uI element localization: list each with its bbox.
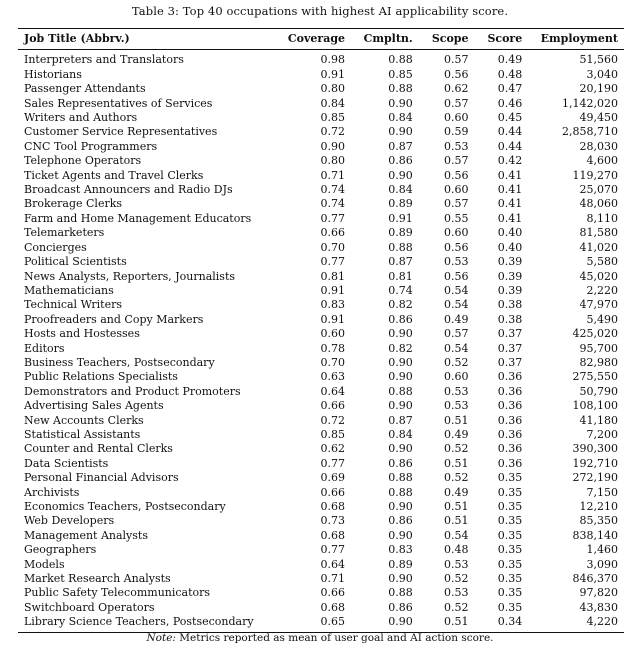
table-row [18, 140, 624, 154]
cell-score: 0.35 [497, 528, 523, 542]
cell-completion: 0.90 [388, 500, 413, 513]
cell-employment: 25,070 [579, 183, 618, 197]
cell-coverage: 0.71 [320, 168, 346, 182]
table-row [18, 298, 624, 312]
cell-employment: 51,560 [579, 53, 618, 67]
table-row [18, 486, 624, 500]
cell-score: 0.40 [497, 240, 523, 254]
cell-completion: 0.82 [388, 298, 413, 312]
cell-coverage: 0.62 [320, 442, 346, 456]
table-row [18, 169, 624, 183]
cell-employment: 390,300 [572, 442, 618, 456]
cell-score: 0.40 [497, 226, 523, 240]
cell-job-title: Economics Teachers, Postsecondary [24, 500, 226, 513]
cell-coverage: 0.72 [320, 413, 346, 427]
cell-coverage: 0.70 [320, 240, 346, 254]
cell-completion: 0.90 [388, 572, 413, 586]
cell-completion: 0.90 [388, 399, 413, 413]
cell-coverage: 0.64 [320, 384, 346, 398]
table-row [18, 572, 624, 586]
table-row [18, 428, 624, 442]
header-job-title: Job Title (Abbrv.) [24, 32, 130, 45]
cell-job-title: Market Research Analysts [24, 572, 171, 586]
table-row [18, 514, 624, 528]
cell-scope: 0.52 [443, 600, 469, 614]
cell-completion: 0.86 [388, 154, 413, 168]
cell-coverage: 0.66 [320, 226, 346, 240]
cell-scope: 0.49 [443, 427, 469, 441]
cell-scope: 0.57 [443, 197, 469, 211]
table-row [18, 97, 624, 111]
cell-completion: 0.90 [388, 370, 413, 384]
cell-employment: 8,110 [586, 211, 618, 225]
cell-job-title: Telephone Operators [24, 154, 142, 168]
cell-employment: 3,040 [586, 67, 618, 81]
cell-score: 0.41 [497, 183, 523, 197]
cell-score: 0.48 [497, 67, 523, 81]
cell-scope: 0.52 [443, 442, 469, 456]
cell-scope: 0.56 [443, 240, 469, 254]
note-text: Metrics reported as mean of user goal and AI action score. [175, 632, 494, 644]
cell-scope: 0.53 [443, 139, 469, 153]
cell-score: 0.38 [497, 298, 523, 312]
table-row [18, 356, 624, 370]
cell-score: 0.36 [497, 399, 523, 413]
cell-coverage: 0.66 [320, 399, 346, 413]
cell-coverage: 0.64 [320, 557, 346, 571]
cell-completion: 0.86 [388, 600, 413, 614]
cell-score: 0.47 [497, 82, 523, 96]
cell-score: 0.36 [497, 442, 523, 456]
cell-coverage: 0.77 [320, 255, 346, 269]
cell-employment: 82,980 [579, 355, 618, 369]
cell-score: 0.36 [497, 384, 523, 398]
cell-job-title: New Accounts Clerks [24, 413, 144, 427]
cell-employment: 1,460 [586, 543, 618, 557]
cell-coverage: 0.90 [320, 139, 346, 153]
cell-employment: 97,820 [579, 586, 618, 600]
cell-employment: 2,220 [586, 283, 618, 297]
cell-job-title: Archivists [24, 485, 80, 499]
cell-employment: 81,580 [579, 226, 618, 240]
cell-coverage: 0.77 [320, 211, 346, 225]
table-row [18, 399, 624, 413]
cell-completion: 0.90 [388, 327, 413, 341]
table-row [18, 615, 624, 632]
header-completion: Cmpltn. [363, 32, 413, 45]
cell-job-title: Models [24, 557, 65, 571]
table-row [18, 154, 624, 168]
header-row [18, 29, 624, 50]
table-row [18, 241, 624, 255]
cell-scope: 0.52 [443, 471, 469, 485]
cell-score: 0.41 [497, 211, 523, 225]
cell-coverage: 0.73 [320, 514, 346, 528]
cell-coverage: 0.71 [320, 572, 346, 586]
cell-score: 0.45 [497, 111, 523, 125]
cell-score: 0.37 [497, 327, 523, 341]
cell-scope: 0.53 [443, 586, 469, 600]
cell-scope: 0.59 [443, 125, 469, 139]
cell-job-title: Brokerage Clerks [24, 197, 123, 211]
table-header [18, 29, 624, 50]
cell-scope: 0.56 [443, 269, 469, 283]
cell-completion: 0.86 [388, 514, 413, 528]
cell-employment: 50,790 [579, 384, 618, 398]
cell-score: 0.41 [497, 168, 523, 182]
cell-coverage: 0.74 [320, 197, 346, 211]
cell-job-title: Historians [24, 67, 82, 81]
cell-coverage: 0.66 [320, 586, 346, 600]
cell-job-title: Geographers [24, 543, 97, 557]
cell-completion: 0.83 [388, 543, 413, 557]
cell-job-title: Library Science Teachers, Postsecondary [24, 615, 254, 629]
header-employment: Employment [540, 32, 618, 45]
cell-employment: 43,830 [579, 600, 618, 614]
cell-scope: 0.53 [443, 557, 469, 571]
cell-completion: 0.81 [388, 269, 413, 283]
cell-score: 0.49 [497, 53, 523, 67]
cell-completion: 0.88 [388, 384, 413, 398]
table-row [18, 226, 624, 240]
cell-coverage: 0.70 [320, 355, 346, 369]
cell-scope: 0.51 [443, 413, 469, 427]
cell-scope: 0.57 [443, 96, 469, 110]
table-row [18, 500, 624, 514]
cell-scope: 0.57 [443, 154, 469, 168]
cell-score: 0.38 [497, 312, 523, 326]
cell-employment: 3,090 [586, 557, 618, 571]
cell-score: 0.35 [497, 572, 523, 586]
cell-job-title: Ticket Agents and Travel Clerks [24, 168, 204, 182]
cell-completion: 0.84 [388, 427, 413, 441]
cell-employment: 4,220 [586, 615, 618, 629]
cell-completion: 0.88 [388, 586, 413, 600]
cell-employment: 85,350 [579, 514, 618, 528]
cell-score: 0.42 [497, 154, 523, 168]
cell-employment: 4,600 [586, 154, 618, 168]
cell-job-title: Switchboard Operators [24, 600, 155, 614]
cell-employment: 48,060 [579, 197, 618, 211]
table-row [18, 414, 624, 428]
table-row [18, 385, 624, 399]
table-row [18, 183, 624, 197]
table-row [18, 270, 624, 284]
cell-completion: 0.82 [388, 341, 413, 355]
cell-scope: 0.57 [443, 327, 469, 341]
cell-scope: 0.53 [443, 399, 469, 413]
cell-completion: 0.85 [388, 67, 413, 81]
cell-score: 0.39 [497, 255, 523, 269]
cell-job-title: Broadcast Announcers and Radio DJs [24, 183, 233, 197]
header-score: Score [487, 32, 523, 45]
table-row [18, 50, 624, 68]
cell-completion: 0.84 [388, 183, 413, 197]
cell-completion: 0.87 [388, 413, 413, 427]
cell-job-title: Concierges [24, 240, 87, 254]
cell-completion: 0.90 [388, 355, 413, 369]
cell-job-title: Political Scientists [24, 255, 127, 269]
cell-employment: 2,858,710 [562, 125, 618, 139]
cell-coverage: 0.85 [320, 111, 346, 125]
cell-job-title: Management Analysts [24, 528, 148, 542]
cell-scope: 0.60 [443, 226, 469, 240]
cell-employment: 41,180 [579, 413, 618, 427]
cell-coverage: 0.98 [320, 53, 346, 67]
cell-employment: 45,020 [579, 269, 618, 283]
cell-coverage: 0.84 [320, 96, 346, 110]
table-row [18, 197, 624, 211]
cell-job-title: Passenger Attendants [24, 82, 146, 96]
cell-completion: 0.90 [388, 442, 413, 456]
cell-scope: 0.52 [443, 572, 469, 586]
cell-employment: 192,710 [572, 456, 618, 470]
cell-scope: 0.54 [443, 283, 469, 297]
cell-job-title: Demonstrators and Product Promoters [24, 384, 241, 398]
cell-score: 0.36 [497, 456, 523, 470]
table-row [18, 125, 624, 139]
cell-coverage: 0.69 [320, 471, 346, 485]
cell-scope: 0.48 [443, 543, 469, 557]
cell-scope: 0.60 [443, 370, 469, 384]
cell-score: 0.46 [497, 96, 523, 110]
table-row [18, 543, 624, 557]
cell-completion: 0.88 [388, 240, 413, 254]
cell-completion: 0.90 [388, 615, 413, 629]
cell-coverage: 0.91 [320, 67, 346, 81]
cell-scope: 0.52 [443, 355, 469, 369]
cell-scope: 0.54 [443, 298, 469, 312]
cell-score: 0.36 [497, 413, 523, 427]
cell-score: 0.34 [497, 615, 523, 629]
cell-employment: 41,020 [579, 240, 618, 254]
cell-scope: 0.54 [443, 341, 469, 355]
cell-job-title: Business Teachers, Postsecondary [24, 355, 215, 369]
cell-score: 0.35 [497, 557, 523, 571]
table-row [18, 442, 624, 456]
header-coverage: Coverage [287, 32, 346, 45]
cell-coverage: 0.68 [320, 500, 346, 513]
header-scope: Scope [431, 32, 469, 45]
cell-scope: 0.53 [443, 384, 469, 398]
table-row [18, 212, 624, 226]
cell-scope: 0.53 [443, 255, 469, 269]
cell-score: 0.35 [497, 600, 523, 614]
cell-employment: 846,370 [572, 572, 618, 586]
cell-coverage: 0.91 [320, 312, 346, 326]
cell-coverage: 0.68 [320, 528, 346, 542]
cell-coverage: 0.91 [320, 283, 346, 297]
cell-employment: 5,580 [586, 255, 618, 269]
table-row [18, 457, 624, 471]
cell-scope: 0.55 [443, 211, 469, 225]
cell-employment: 425,020 [572, 327, 618, 341]
cell-completion: 0.90 [388, 96, 413, 110]
table-row [18, 111, 624, 125]
cell-completion: 0.89 [388, 557, 413, 571]
table-caption: Table 3: Top 40 occupations with highest AI applicability score. [131, 4, 509, 18]
table-row [18, 529, 624, 543]
cell-job-title: News Analysts, Reporters, Journalists [24, 269, 236, 283]
cell-coverage: 0.80 [320, 82, 346, 96]
cell-coverage: 0.77 [320, 456, 346, 470]
cell-score: 0.44 [497, 125, 523, 139]
cell-coverage: 0.74 [320, 183, 346, 197]
cell-coverage: 0.80 [320, 154, 346, 168]
cell-completion: 0.91 [388, 211, 413, 225]
table-row [18, 586, 624, 600]
cell-job-title: Sales Representatives of Services [24, 96, 213, 110]
cell-completion: 0.86 [388, 312, 413, 326]
cell-employment: 49,450 [579, 111, 618, 125]
cell-coverage: 0.77 [320, 543, 346, 557]
cell-completion: 0.89 [388, 197, 413, 211]
cell-completion: 0.88 [388, 471, 413, 485]
cell-employment: 108,100 [572, 399, 618, 413]
cell-job-title: Personal Financial Advisors [24, 471, 179, 485]
cell-coverage: 0.78 [320, 341, 346, 355]
cell-completion: 0.74 [388, 283, 413, 297]
cell-job-title: Writers and Authors [24, 111, 138, 125]
cell-score: 0.37 [497, 341, 523, 355]
cell-coverage: 0.83 [320, 298, 346, 312]
cell-coverage: 0.66 [320, 485, 346, 499]
cell-score: 0.35 [497, 586, 523, 600]
cell-employment: 7,200 [586, 427, 618, 441]
table-row [18, 342, 624, 356]
cell-coverage: 0.65 [320, 615, 346, 629]
cell-coverage: 0.72 [320, 125, 346, 139]
cell-completion: 0.87 [388, 139, 413, 153]
table-row [18, 471, 624, 485]
table-row [18, 327, 624, 341]
table-body [18, 50, 624, 632]
cell-completion: 0.89 [388, 226, 413, 240]
cell-score: 0.36 [497, 427, 523, 441]
cell-coverage: 0.85 [320, 427, 346, 441]
cell-completion: 0.84 [388, 111, 413, 125]
cell-employment: 12,210 [579, 500, 618, 513]
cell-job-title: Public Safety Telecommunicators [24, 586, 211, 600]
cell-scope: 0.51 [443, 500, 469, 513]
cell-completion: 0.88 [388, 53, 413, 67]
cell-job-title: Technical Writers [24, 298, 122, 312]
cell-completion: 0.88 [388, 485, 413, 499]
cell-employment: 5,490 [586, 312, 618, 326]
cell-scope: 0.49 [443, 312, 469, 326]
cell-job-title: CNC Tool Programmers [24, 139, 158, 153]
cell-scope: 0.62 [443, 82, 469, 96]
cell-scope: 0.49 [443, 485, 469, 499]
cell-scope: 0.56 [443, 168, 469, 182]
cell-employment: 272,190 [572, 471, 618, 485]
cell-employment: 28,030 [579, 139, 618, 153]
cell-completion: 0.90 [388, 168, 413, 182]
cell-scope: 0.60 [443, 111, 469, 125]
table-row [18, 370, 624, 384]
table-row [18, 68, 624, 82]
cell-score: 0.39 [497, 283, 523, 297]
cell-employment: 95,700 [579, 341, 618, 355]
cell-job-title: Advertising Sales Agents [24, 399, 164, 413]
cell-coverage: 0.60 [320, 327, 346, 341]
cell-employment: 275,550 [572, 370, 618, 384]
cell-employment: 119,270 [572, 168, 618, 182]
table-row [18, 313, 624, 327]
cell-employment: 47,970 [579, 298, 618, 312]
cell-score: 0.35 [497, 514, 523, 528]
cell-job-title: Customer Service Representatives [24, 125, 218, 139]
cell-coverage: 0.68 [320, 600, 346, 614]
cell-job-title: Proofreaders and Copy Markers [24, 312, 204, 326]
cell-job-title: Mathematicians [24, 283, 114, 297]
cell-score: 0.37 [497, 355, 523, 369]
note-label: Note: [146, 632, 176, 644]
cell-scope: 0.51 [443, 615, 469, 629]
cell-scope: 0.56 [443, 67, 469, 81]
cell-score: 0.39 [497, 269, 523, 283]
table-row [18, 284, 624, 298]
table-note [0, 632, 640, 644]
cell-completion: 0.87 [388, 255, 413, 269]
cell-score: 0.35 [497, 500, 523, 513]
cell-employment: 7,150 [586, 485, 618, 499]
cell-scope: 0.51 [443, 514, 469, 528]
cell-coverage: 0.81 [320, 269, 346, 283]
cell-score: 0.35 [497, 471, 523, 485]
cell-coverage: 0.63 [320, 370, 346, 384]
cell-job-title: Public Relations Specialists [24, 370, 178, 384]
cell-score: 0.35 [497, 543, 523, 557]
cell-job-title: Editors [24, 341, 65, 355]
cell-completion: 0.88 [388, 82, 413, 96]
cell-job-title: Hosts and Hostesses [24, 327, 140, 341]
cell-job-title: Telemarketers [24, 226, 105, 240]
table-row [18, 255, 624, 269]
cell-scope: 0.51 [443, 456, 469, 470]
cell-job-title: Interpreters and Translators [24, 53, 184, 67]
table-row [18, 82, 624, 96]
cell-job-title: Counter and Rental Clerks [24, 442, 173, 456]
cell-completion: 0.86 [388, 456, 413, 470]
cell-job-title: Web Developers [24, 514, 115, 528]
cell-score: 0.36 [497, 370, 523, 384]
cell-employment: 838,140 [572, 528, 618, 542]
cell-score: 0.41 [497, 197, 523, 211]
cell-completion: 0.90 [388, 528, 413, 542]
cell-employment: 1,142,020 [562, 96, 618, 110]
table-row [18, 601, 624, 615]
cell-scope: 0.54 [443, 528, 469, 542]
cell-scope: 0.60 [443, 183, 469, 197]
cell-job-title: Farm and Home Management Educators [24, 211, 252, 225]
occupations-table [18, 28, 624, 633]
cell-job-title: Statistical Assistants [24, 427, 141, 441]
table-row [18, 558, 624, 572]
cell-score: 0.35 [497, 485, 523, 499]
cell-employment: 20,190 [579, 82, 618, 96]
cell-scope: 0.57 [443, 53, 469, 67]
cell-score: 0.44 [497, 139, 523, 153]
cell-job-title: Data Scientists [24, 456, 109, 470]
cell-completion: 0.90 [388, 125, 413, 139]
